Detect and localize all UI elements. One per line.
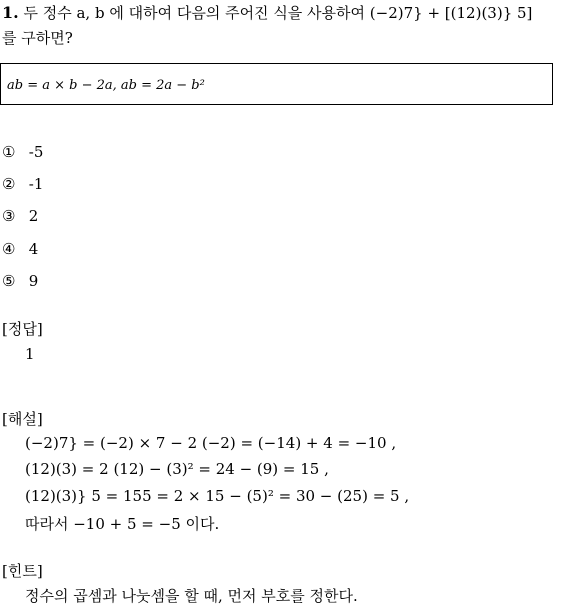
choice-5[interactable] <box>2 272 38 290</box>
choice-4[interactable] <box>2 240 38 258</box>
choice-mark: ③ <box>2 207 16 225</box>
hint-text: 정수의 곱셈과 나눗셈을 할 때, 먼저 부호를 정한다. <box>25 587 358 605</box>
choice-2[interactable] <box>2 175 43 193</box>
question-line-1 <box>2 2 532 23</box>
choice-mark: ④ <box>2 240 16 258</box>
explanation-line-4: 따라서 −10 + 5 = −5 이다. <box>25 515 220 533</box>
question-text: 두 정수 a, b 에 대하여 다음의 주어진 식을 사용하여 (−2)7} + [(12)(3)} 5] <box>23 4 533 22</box>
explanation-line-2: (12)(3) = 2 (12) − (3)² = 24 − (9) = 15 , <box>25 460 329 478</box>
question-line-2: 를 구하면? <box>2 29 73 47</box>
choice-text: -5 <box>28 143 44 161</box>
choice-mark: ① <box>2 143 16 161</box>
choice-1[interactable] <box>2 143 43 161</box>
formula-text: ab = a × b − 2a, ab = 2a − b² <box>7 78 205 93</box>
choice-mark: ② <box>2 175 16 193</box>
explanation-heading: [해설] <box>2 410 43 428</box>
explanation-line-3: (12)(3)} 5 = 155 = 2 × 15 − (5)² = 30 − (25) = 5 , <box>25 487 410 505</box>
answer-heading: [정답] <box>2 320 43 338</box>
choice-3[interactable] <box>2 207 38 225</box>
choice-text: 2 <box>28 207 39 225</box>
choice-text: -1 <box>28 175 44 193</box>
question-number: 1. <box>2 3 19 22</box>
choice-mark: ⑤ <box>2 272 16 290</box>
formula-box <box>0 63 553 105</box>
answer-value: 1 <box>25 345 35 363</box>
choice-text: 9 <box>28 272 39 290</box>
choice-text: 4 <box>28 240 39 258</box>
explanation-line-1: (−2)7} = (−2) × 7 − 2 (−2) = (−14) + 4 = −10 , <box>25 434 397 452</box>
hint-heading: [힌트] <box>2 562 43 580</box>
